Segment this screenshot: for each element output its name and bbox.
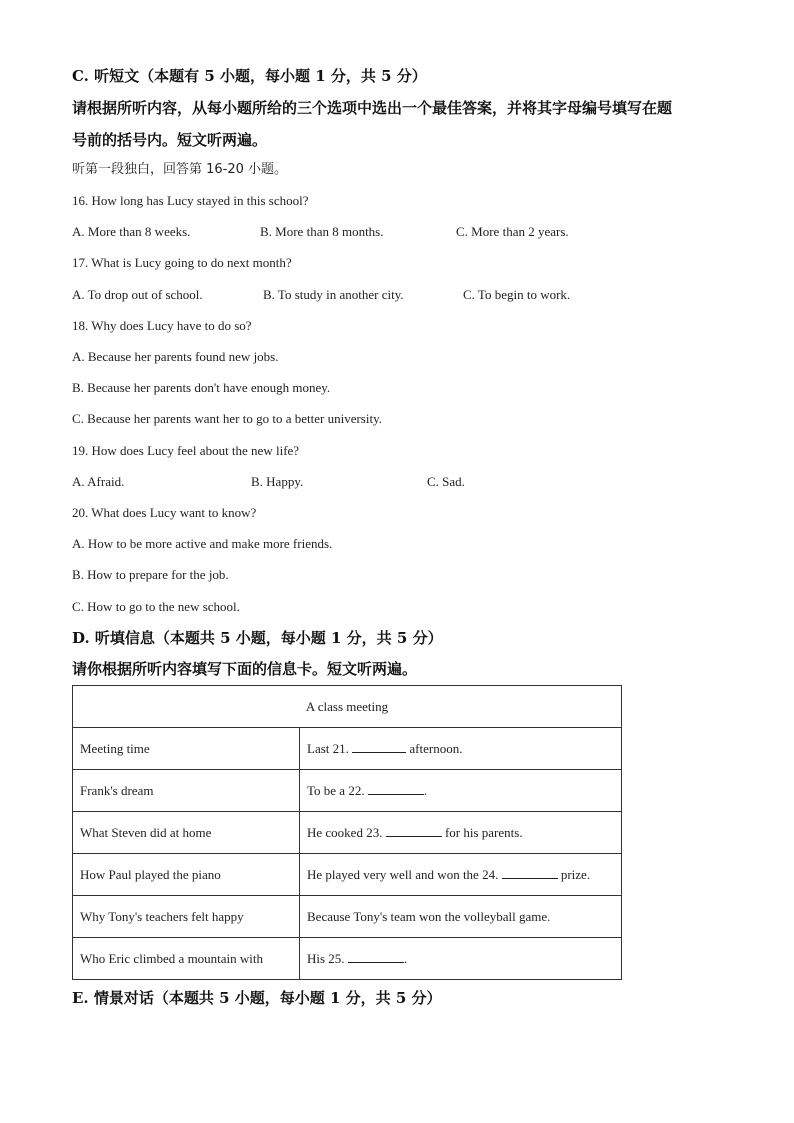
row-label-paul: How Paul played the piano bbox=[73, 854, 300, 896]
question-20-option-c: C. How to go to the new school. bbox=[72, 599, 240, 614]
table-row bbox=[73, 770, 622, 812]
question-16-option-a: A. More than 8 weeks. bbox=[72, 224, 191, 239]
question-17: 17. What is Lucy going to do next month? bbox=[72, 255, 292, 270]
question-17-option-b: B. To study in another city. bbox=[263, 287, 404, 302]
row-label-franks-dream: Frank's dream bbox=[73, 770, 300, 812]
section-c-instruction-line-2: 号前的括号内。短文听两遍。 bbox=[72, 131, 268, 149]
answer-blank-22[interactable] bbox=[368, 782, 424, 795]
question-18-option-c: C. Because her parents want her to go to a better university. bbox=[72, 411, 382, 426]
section-e-heading: E. 情景对话（本题共 5 小题，每小题 1 分，共 5 分） bbox=[72, 989, 442, 1007]
row-value-meeting-time bbox=[300, 728, 622, 770]
table-row bbox=[73, 812, 622, 854]
row-value-paul bbox=[300, 854, 622, 896]
answer-blank-25[interactable] bbox=[348, 950, 404, 963]
value-text: for his parents. bbox=[441, 825, 523, 840]
question-19-option-a: A. Afraid. bbox=[72, 474, 125, 489]
row-label-eric: Who Eric climbed a mountain with bbox=[73, 938, 300, 980]
row-value-steven bbox=[300, 812, 622, 854]
section-c-sub-instruction: 听第一段独白，回答第 16-20 小题。 bbox=[72, 162, 288, 177]
question-18-option-a: A. Because her parents found new jobs. bbox=[72, 349, 279, 364]
section-d-instruction: 请你根据所听内容填写下面的信息卡。短文听两遍。 bbox=[72, 660, 418, 678]
answer-blank-24[interactable] bbox=[502, 866, 558, 879]
row-label-steven: What Steven did at home bbox=[73, 812, 300, 854]
value-text: . bbox=[403, 951, 408, 966]
value-text: Last 21. bbox=[307, 741, 353, 756]
question-20: 20. What does Lucy want to know? bbox=[72, 505, 257, 520]
question-17-option-a: A. To drop out of school. bbox=[72, 287, 203, 302]
value-text: . bbox=[423, 783, 428, 798]
value-text: He cooked 23. bbox=[307, 825, 386, 840]
answer-blank-23[interactable] bbox=[386, 824, 442, 837]
info-card-title-row bbox=[73, 686, 622, 728]
value-text: His 25. bbox=[307, 951, 348, 966]
row-label-meeting-time: Meeting time bbox=[73, 728, 300, 770]
value-text: prize. bbox=[557, 867, 591, 882]
question-18: 18. Why does Lucy have to do so? bbox=[72, 318, 252, 333]
row-value-tony bbox=[300, 896, 622, 938]
row-value-franks-dream bbox=[300, 770, 622, 812]
question-19-option-c: C. Sad. bbox=[427, 474, 465, 489]
row-value-eric bbox=[300, 938, 622, 980]
question-20-option-a: A. How to be more active and make more friends. bbox=[72, 536, 333, 551]
question-16-option-c: C. More than 2 years. bbox=[456, 224, 569, 239]
table-row bbox=[73, 728, 622, 770]
table-row bbox=[73, 896, 622, 938]
question-16-option-b: B. More than 8 months. bbox=[260, 224, 384, 239]
question-19: 19. How does Lucy feel about the new life? bbox=[72, 443, 300, 458]
question-16: 16. How long has Lucy stayed in this school? bbox=[72, 193, 309, 208]
info-card-title: A class meeting bbox=[73, 686, 622, 728]
value-text: afternoon. bbox=[406, 741, 463, 756]
question-20-option-b: B. How to prepare for the job. bbox=[72, 567, 229, 582]
info-card-table bbox=[72, 685, 622, 980]
value-text: Because Tony's team won the volleyball game. bbox=[307, 908, 551, 924]
question-18-option-b: B. Because her parents don't have enough money. bbox=[72, 380, 331, 395]
answer-blank-21[interactable] bbox=[352, 740, 406, 753]
section-d-heading: D. 听填信息（本题共 5 小题，每小题 1 分，共 5 分） bbox=[72, 629, 443, 647]
value-text: He played very well and won the 24. bbox=[307, 867, 502, 882]
table-row bbox=[73, 938, 622, 980]
section-c-heading: C. 听短文（本题有 5 小题，每小题 1 分，共 5 分） bbox=[72, 67, 427, 85]
section-c-instruction-line-1: 请根据所听内容，从每小题所给的三个选项中选出一个最佳答案，并将其字母编号填写在题 bbox=[72, 99, 673, 117]
row-label-tony: Why Tony's teachers felt happy bbox=[73, 896, 300, 938]
question-19-option-b: B. Happy. bbox=[251, 474, 304, 489]
table-row bbox=[73, 854, 622, 896]
value-text: To be a 22. bbox=[307, 783, 368, 798]
question-17-option-c: C. To begin to work. bbox=[463, 287, 571, 302]
